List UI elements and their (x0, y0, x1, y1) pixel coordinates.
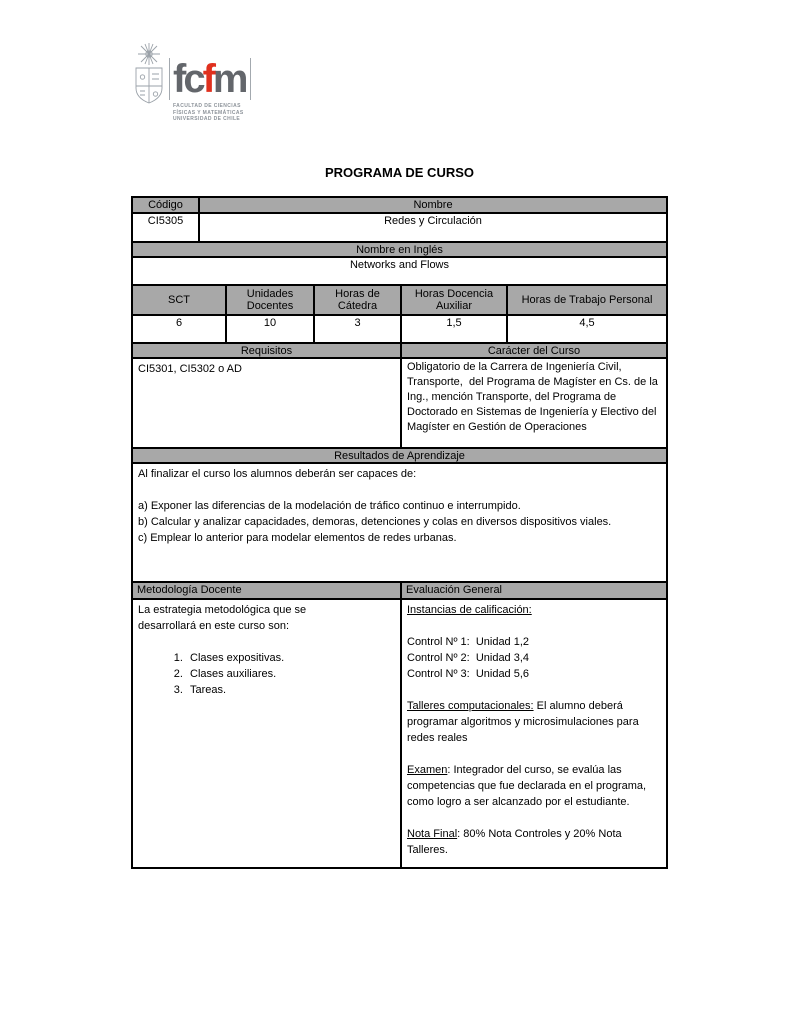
logo-caption (173, 103, 251, 123)
evaluacion-content-cell (400, 600, 666, 867)
resultado-item-b: b) Calcular y analizar capacidades, demoras, detenciones y colas en diversos dispositivos viales. (138, 516, 612, 528)
sct-header-cell: SCT (133, 286, 225, 314)
row-resultados-header (133, 447, 666, 462)
row-requisitos-header (133, 342, 666, 357)
page-title: PROGRAMA DE CURSO (324, 165, 475, 180)
metodologia-item: 2. Clases auxiliares. (186, 666, 395, 682)
logo-letters-fc: fc (173, 57, 203, 101)
row-credits-header (133, 284, 666, 314)
evaluacion-header-cell: Evaluación General (400, 583, 666, 598)
horas-docencia-auxiliar-value-cell: 1,5 (400, 316, 506, 342)
fcfm-logotype (169, 58, 251, 100)
metodologia-item: 1. Clases expositivas. (186, 650, 395, 666)
requisitos-value-cell: CI5301, CI5302 o AD (138, 363, 242, 375)
logo-right-rule (250, 58, 251, 100)
spacer (407, 810, 658, 826)
row-codigo-value (133, 212, 666, 241)
row-resultados-content (133, 462, 666, 581)
codigo-header-cell: Código (133, 198, 198, 212)
nota-final-paragraph: Nota Final: 80% Nota Controles y 20% Nota Talleres. (407, 828, 622, 856)
logo-caption-line2: FÍSICAS Y MATEMÁTICAS (173, 109, 244, 116)
resultados-intro: Al finalizar el curso los alumnos deberán ser capaces de: (138, 468, 417, 480)
requisitos-header-cell: Requisitos (133, 344, 400, 357)
logo-caption-line3: UNIVERSIDAD DE CHILE (173, 116, 241, 122)
instancias-heading: Instancias de calificación: (407, 604, 532, 616)
row-metodologia-header (133, 581, 666, 598)
fcfm-logo (132, 42, 251, 123)
horas-trabajo-personal-value-cell: 4,5 (506, 316, 666, 342)
spacer (407, 746, 658, 762)
caracter-header-cell: Carácter del Curso (400, 344, 666, 357)
spacer (407, 618, 658, 634)
horas-trabajo-personal-header-cell: Horas de Trabajo Personal (506, 286, 666, 314)
resultado-item-a: a) Exponer las diferencias de la modelación de tráfico continuo e interrumpido. (138, 500, 521, 512)
metodologia-header-cell: Metodología Docente (133, 583, 400, 598)
ingles-header-cell: Nombre en Inglés (133, 243, 666, 256)
metodologia-content-cell (133, 600, 400, 867)
university-crest-icon (132, 42, 166, 106)
logo-left-rule (169, 58, 170, 100)
unidades-docentes-value-cell: 10 (225, 316, 313, 342)
row-codigo-header (133, 198, 666, 212)
course-program-table (131, 196, 668, 869)
logo-caption-line1: FACULTAD DE CIENCIAS (173, 103, 241, 109)
spacer (407, 682, 658, 698)
row-ingles-value (133, 256, 666, 284)
logo-letter-m: m (212, 57, 246, 101)
control-line: Control Nº 2: Unidad 3,4 (407, 652, 530, 664)
resultado-item-c: c) Emplear lo anterior para modelar elementos de redes urbanas. (138, 532, 457, 544)
control-line: Control Nº 1: Unidad 1,2 (407, 636, 530, 648)
unidades-docentes-header-cell: Unidades Docentes (225, 286, 313, 314)
horas-catedra-header-cell: Horas de Cátedra (313, 286, 400, 314)
sct-value-cell: 6 (175, 317, 183, 329)
resultados-header-cell: Resultados de Aprendizaje (133, 449, 666, 462)
caracter-value-cell: Obligatorio de la Carrera de Ingeniería Civil, Transporte, del Programa de Magíster en Cs. de la Ing., mención Transporte, del Programa de Doctorado en Sistemas de Ingeniería y Electivo del Magíster en Gestión de Operaciones (400, 359, 666, 447)
logo-letter-f-red: f (202, 57, 213, 101)
control-line: Control Nº 3: Unidad 5,6 (407, 668, 530, 680)
logo-mark (169, 58, 251, 123)
horas-docencia-auxiliar-header-cell: Horas Docencia Auxiliar (400, 286, 506, 314)
talleres-paragraph: Talleres computacionales: El alumno deberá programar algoritmos y microsimulaciones para redes reales (407, 700, 639, 744)
nombre-header-cell: Nombre (198, 198, 666, 212)
metodologia-list (138, 650, 395, 698)
row-ingles-header (133, 241, 666, 256)
examen-paragraph: Examen: Integrador del curso, se evalúa las competencias que fue declarada en el programa, como logro a ser alcanzado por el estudiante. (407, 764, 647, 808)
horas-catedra-value-cell: 3 (313, 316, 400, 342)
metodologia-intro: La estrategia metodológica que se desarrollará en este curso son: (138, 604, 307, 632)
resultados-content-cell (133, 464, 666, 581)
row-metodologia-content (133, 598, 666, 867)
spacer (138, 482, 661, 498)
nombre-value-cell: Redes y Circulación (198, 214, 666, 241)
row-credits-values (133, 314, 666, 342)
codigo-value-cell: CI5305 (147, 215, 184, 227)
metodologia-item: 3. Tareas. (186, 682, 395, 698)
row-requisitos-value (133, 357, 666, 447)
ingles-value-cell: Networks and Flows (349, 259, 450, 271)
